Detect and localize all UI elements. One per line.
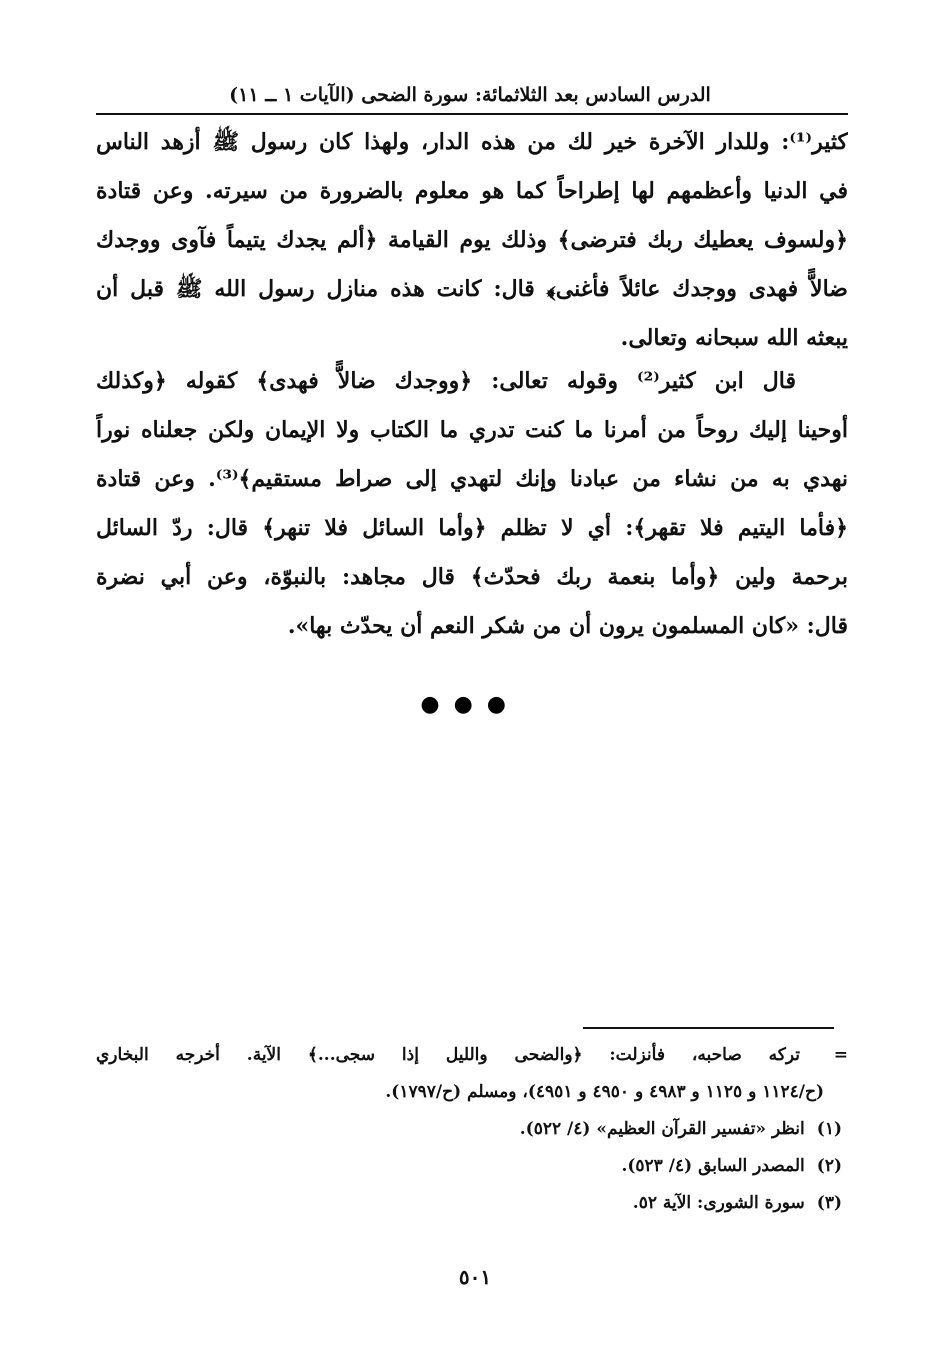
text-line: قال: «كان المسلمون يرون أن من شكر النعم أن يحدّث بها». — [287, 613, 848, 639]
paragraph-2 — [96, 357, 848, 651]
footnotes — [96, 1037, 848, 1222]
footnote-3 — [96, 1185, 848, 1222]
footnote-rule — [583, 1027, 834, 1029]
footnote-number: (١) — [816, 1119, 842, 1139]
page-number: ٥٠١ — [458, 1265, 492, 1289]
header-rule — [96, 113, 848, 115]
footnote-1 — [96, 1111, 848, 1148]
footnote-number: (٢) — [816, 1156, 842, 1176]
section-ornament: ●●● — [420, 692, 520, 717]
footnote-continuation-text: (ح/١١٢٤ و ١١٢٥ و ٤٩٨٣ و ٤٩٥٠ و ٤٩٥١)، ومسلم (ح/١٧٩٧). — [385, 1082, 824, 1102]
footnote-number: (٣) — [816, 1193, 842, 1213]
running-head: الدرس السادس بعد الثلاثمائة: سورة الضحى (الآيات ١ ــ ١١) — [229, 84, 711, 106]
paragraph-1 — [96, 118, 848, 363]
text-line: قال ابن كثير⁽²⁾ وقوله تعالى: ﴿ووجدك ضالاًّ فهدى﴾ كقوله ﴿وكذلك — [96, 368, 796, 394]
text-line: أوحينا إليك روحاً من أمرنا ما كنت تدري ما الكتاب ولا الإيمان ولكن جعلناه نوراً — [96, 417, 848, 443]
text-line: برحمة ولين ﴿وأما بنعمة ربك فحدّث﴾ قال مجاهد: بالنبوّة، وعن أبي نضرة — [96, 564, 848, 590]
footnote-text: سورة الشورى: الآية ٥٢. — [632, 1193, 805, 1213]
text-line: يبعثه الله سبحانه وتعالى. — [620, 325, 848, 351]
footnote-2 — [96, 1148, 848, 1185]
continuation-marker: = — [833, 1045, 848, 1065]
text-line: ضالاًّ فهدى ووجدك عائلاً فأغنى﴾ قال: كانت هذه منازل رسول الله ﷺ قبل أن — [96, 276, 848, 302]
footnote-text: انظر «تفسير القرآن العظيم» (٤/ ٥٢٢). — [519, 1119, 805, 1139]
footnote-continuation-text: تركه صاحبه، فأنزلت: ﴿والضحى والليل إذا سجى...﴾ الآية. أخرجه البخاري — [96, 1045, 800, 1065]
text-line: نهدي به من نشاء من عبادنا وإنك لتهدي إلى صراط مستقيم﴾⁽³⁾. وعن قتادة — [96, 466, 848, 492]
text-line: ﴿فأما اليتيم فلا تقهر﴾: أي لا تظلم ﴿وأما السائل فلا تنهر﴾ قال: ردّ السائل — [96, 515, 848, 541]
text-line: ﴿ولسوف يعطيك ربك فترضى﴾ وذلك يوم القيامة ﴿ألم يجدك يتيماً فآوى ووجدك — [96, 227, 848, 253]
footnote-continuation-line — [96, 1037, 848, 1074]
text-line: في الدنيا وأعظمهم لها إطراحاً كما هو معلوم بالضرورة من سيرته. وعن قتادة — [96, 178, 848, 204]
footnote-text: المصدر السابق (٤/ ٥٢٣). — [621, 1156, 805, 1176]
text-line: كثير⁽¹⁾: وللدار الآخرة خير لك من هذه الدار، ولهذا كان رسول ﷺ أزهد الناس — [96, 129, 848, 155]
